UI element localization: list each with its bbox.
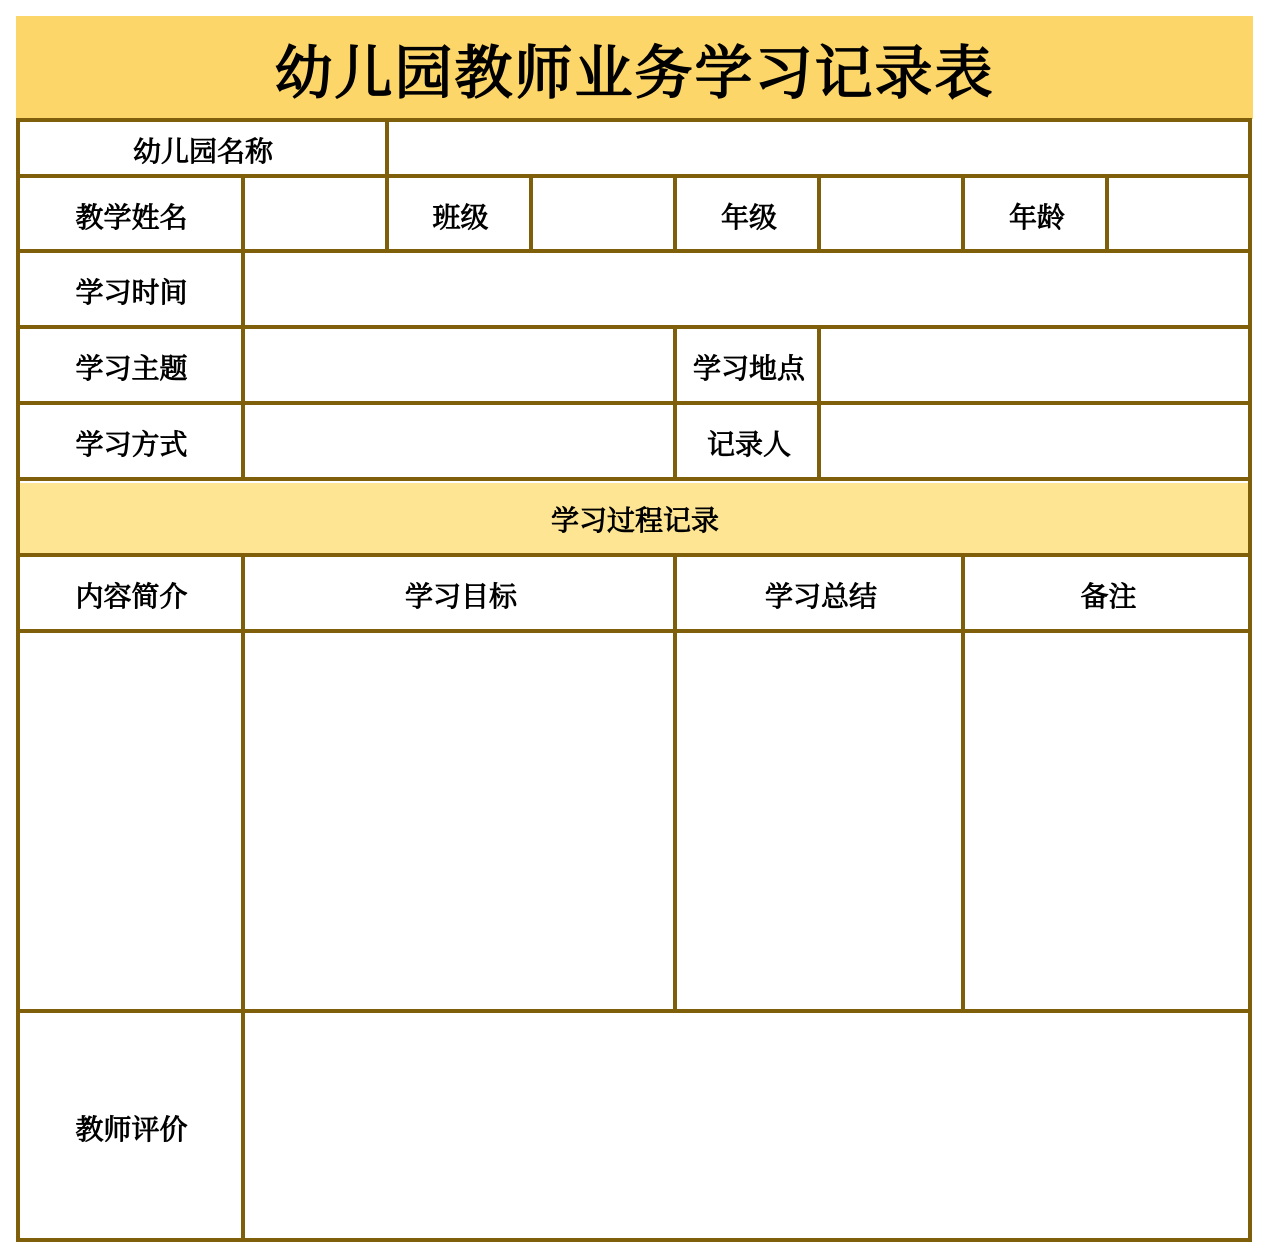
process-section-title: 学习过程记录 [550, 504, 719, 537]
content-intro-field[interactable] [20, 635, 243, 1011]
study-place-label: 学习地点 [692, 352, 805, 385]
grid-line [673, 553, 677, 1013]
study-goal-header: 学习目标 [404, 580, 517, 613]
grid-line [961, 174, 965, 253]
study-summary-header: 学习总结 [764, 580, 877, 613]
process-section-header [20, 483, 1250, 555]
grid-line [16, 1009, 1252, 1013]
study-goal-field[interactable] [247, 635, 675, 1011]
teacher-evaluation-label: 教师评价 [75, 1112, 188, 1146]
study-topic-label: 学习主题 [75, 352, 188, 385]
grid-line [673, 325, 677, 481]
study-topic-field[interactable] [247, 331, 675, 403]
teacher-evaluation-label-cell [20, 1015, 243, 1240]
grid-line [16, 118, 20, 1242]
grid-line [16, 118, 1252, 122]
grid-line [241, 553, 245, 1242]
remarks-field[interactable] [967, 635, 1250, 1011]
grid-line [1105, 174, 1109, 253]
study-time-field[interactable] [247, 255, 1250, 327]
study-method-label-cell [20, 407, 243, 479]
study-time-label-cell [20, 255, 243, 327]
recorder-field[interactable] [823, 407, 1250, 479]
grid-line [16, 249, 1252, 253]
age-label: 年龄 [1008, 200, 1065, 234]
grid-line [385, 174, 389, 253]
class-label-cell [390, 180, 531, 251]
study-place-label-cell [679, 331, 819, 403]
class-field[interactable] [535, 180, 675, 251]
study-time-label: 学习时间 [75, 276, 188, 309]
study-topic-label-cell [20, 331, 243, 403]
grade-label: 年级 [720, 200, 777, 234]
teacher-name-field[interactable] [247, 180, 386, 251]
grid-line [529, 174, 533, 253]
class-label: 班级 [432, 200, 489, 234]
kindergarten-name-label-cell [20, 124, 386, 176]
grade-label-cell [679, 180, 819, 251]
kindergarten-name-label: 幼儿园名称 [132, 135, 273, 168]
age-label-cell [967, 180, 1107, 251]
study-method-field[interactable] [247, 407, 675, 479]
teacher-name-label-cell [20, 180, 243, 251]
grade-field[interactable] [823, 180, 963, 251]
form-title: 幼儿园教师业务学习记录表 [274, 38, 995, 107]
content-intro-header: 内容简介 [75, 580, 188, 613]
grid-line [16, 477, 1252, 481]
grid-line [16, 401, 1252, 405]
grid-line [16, 1238, 1252, 1242]
grid-line [385, 118, 389, 178]
grid-line [817, 174, 821, 253]
kindergarten-name-field[interactable] [390, 124, 1250, 176]
study-method-label: 学习方式 [75, 428, 188, 461]
teacher-evaluation-field[interactable] [247, 1015, 1250, 1240]
grid-line [16, 553, 1252, 557]
age-field[interactable] [1111, 180, 1250, 251]
grid-line [1248, 118, 1252, 1242]
remarks-header: 备注 [1080, 580, 1137, 613]
study-summary-field[interactable] [679, 635, 963, 1011]
grid-line [16, 629, 1252, 633]
study-place-field[interactable] [823, 331, 1250, 403]
grid-line [673, 174, 677, 253]
recorder-label-cell [679, 407, 819, 479]
grid-line [241, 174, 245, 481]
grid-line [817, 325, 821, 481]
recorder-label: 记录人 [706, 428, 791, 461]
grid-line [16, 174, 1252, 178]
grid-line [16, 325, 1252, 329]
teacher-name-label: 教学姓名 [75, 200, 188, 234]
grid-line [961, 553, 965, 1013]
